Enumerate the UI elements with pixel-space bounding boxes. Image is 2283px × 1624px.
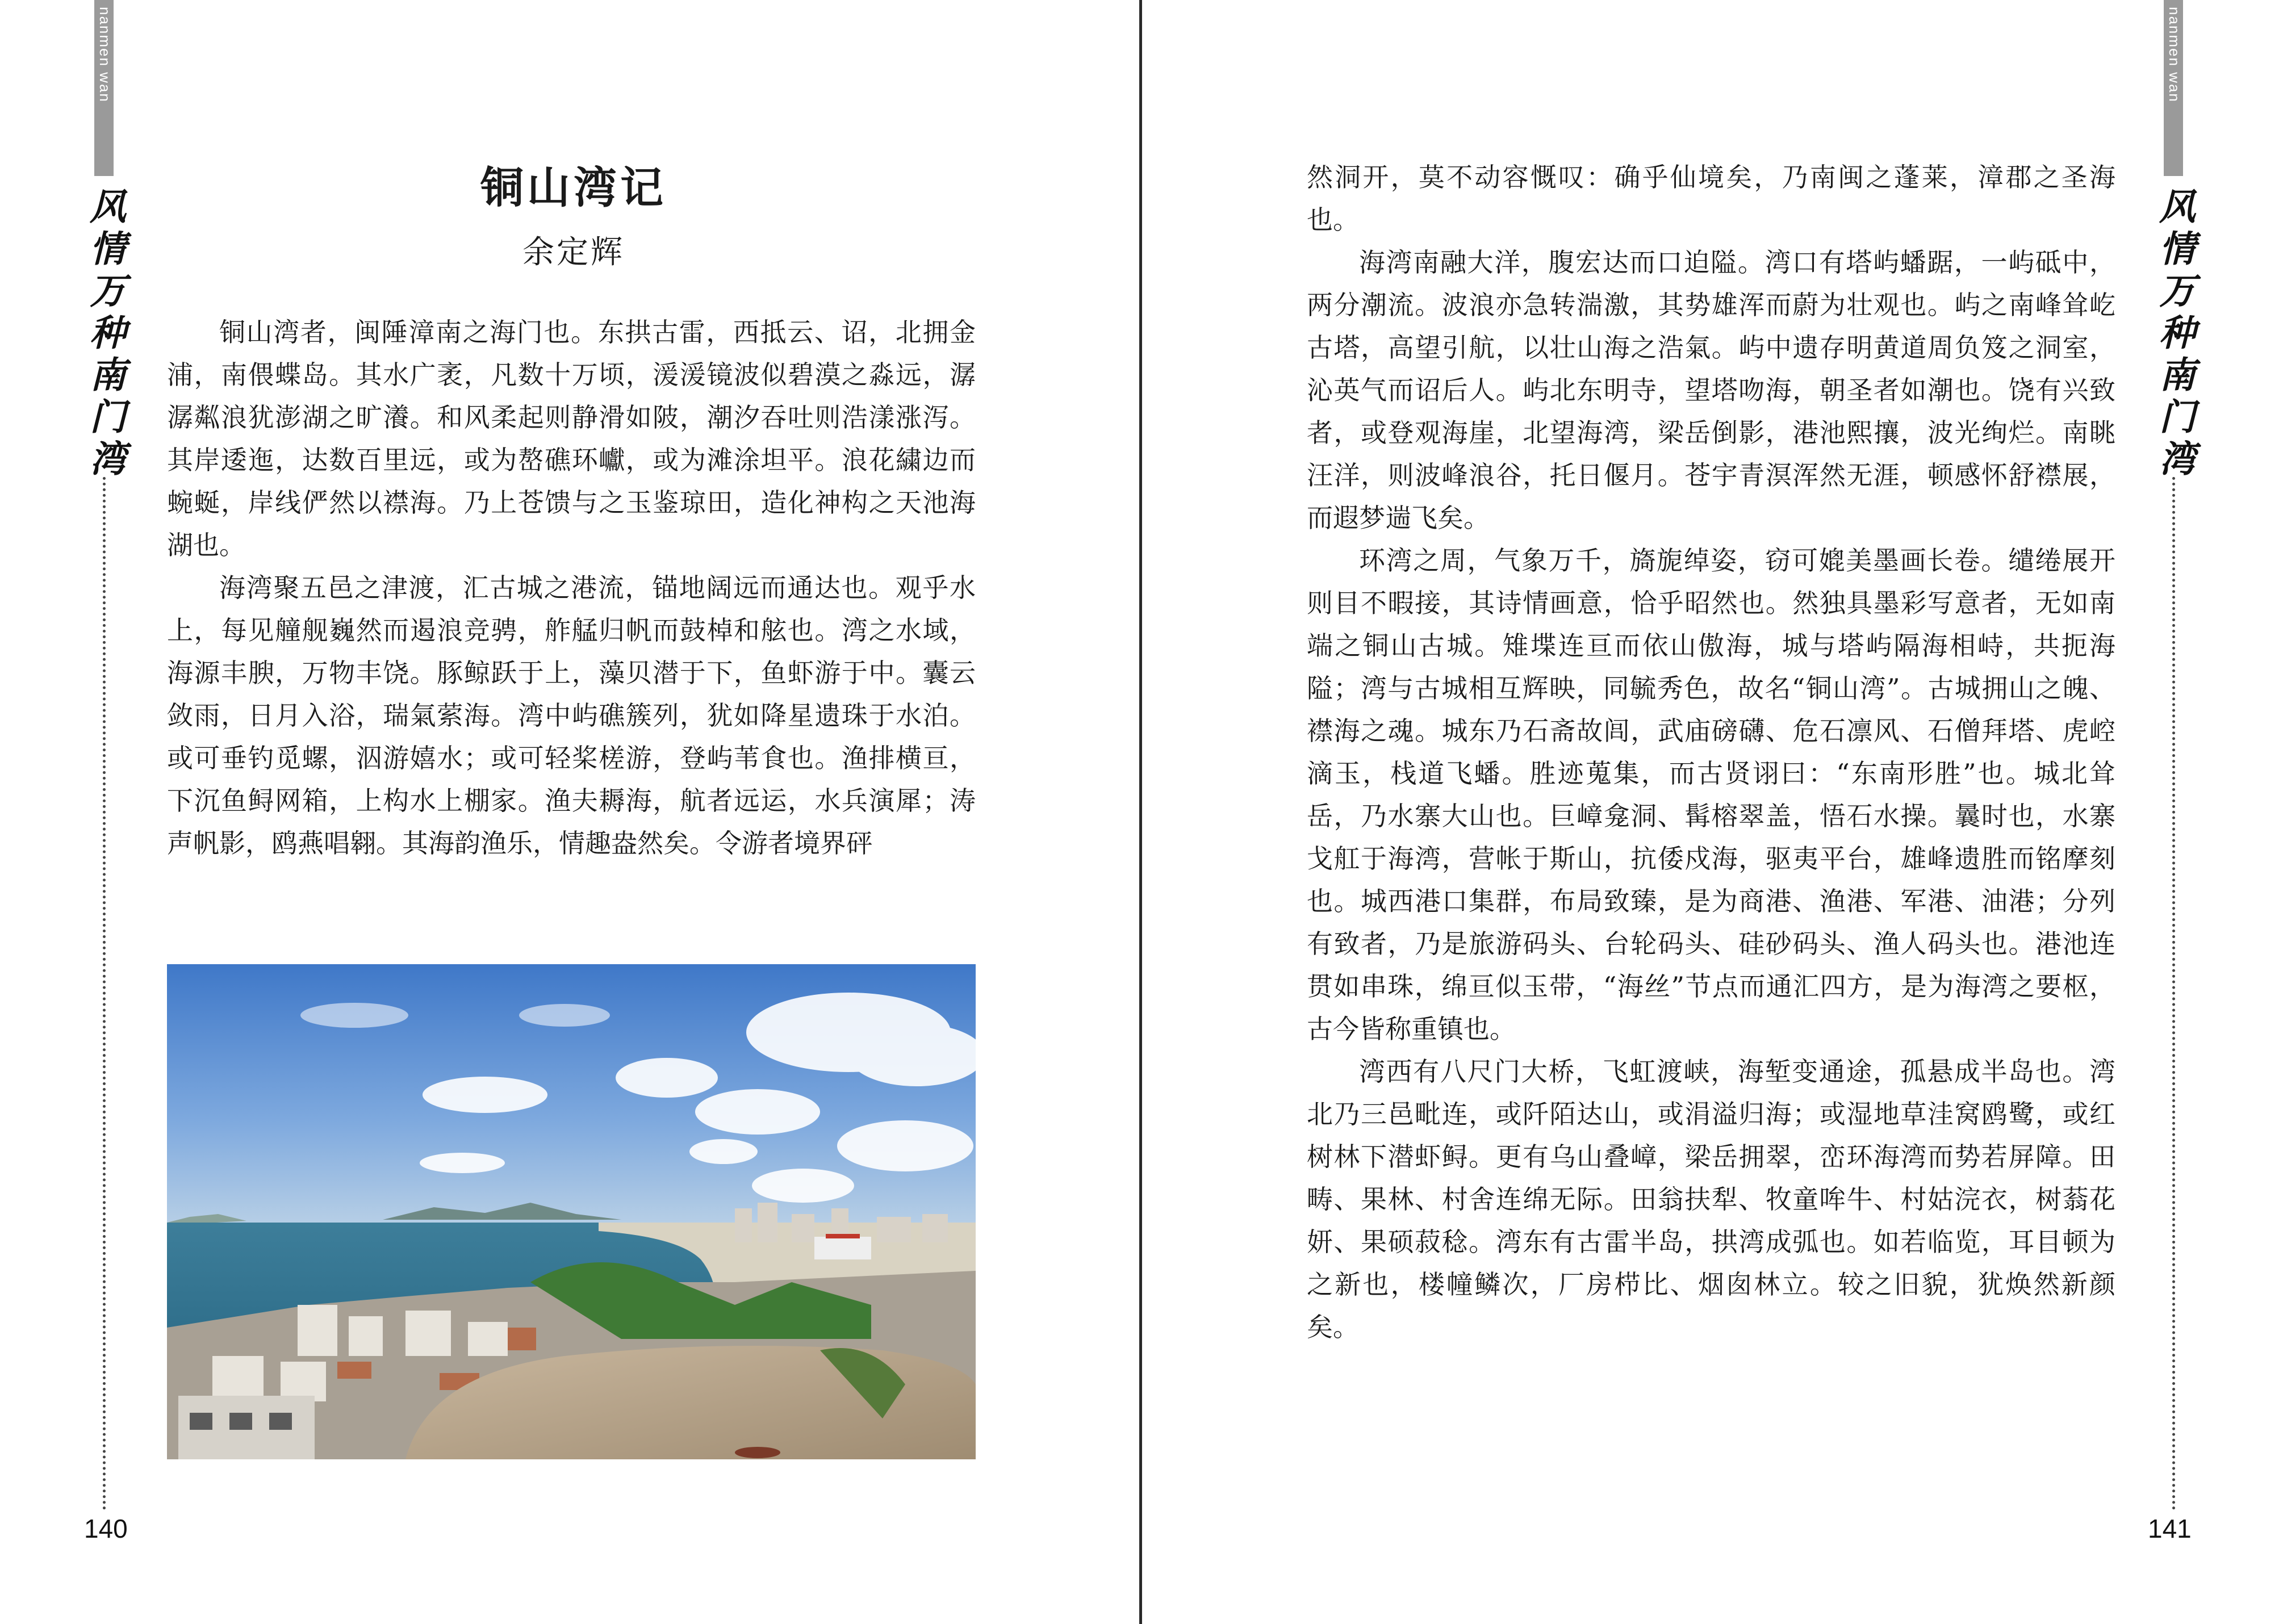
paragraph: 湾西有八尺门大桥，飞虹渡峡，海堑变通途，孤悬成半岛也。湾北乃三邑毗连，或阡陌达山，或涓溢归海；或湿地草洼窝鸥鹭，或红树林下潜虾鲟。更有乌山叠嶂，梁岳拥翠，峦环海湾而势若屏障。田畴、果林、村舍连绵无际。田翁扶犁、牧童哞牛、村姑浣衣，树蓊花妍、果硕菽稔。湾东有古雷半岛，拱湾成弧也。如若临览，耳目顿为之新也，楼幢鳞次，厂房栉比、烟囱林立。较之旧貌，犹焕然新颜矣。 (1307, 1056, 2115, 1342)
running-head-bar (94, 0, 114, 176)
paragraph: 海湾南融大洋，腹宏达而口迫隘。湾口有塔屿蟠踞，一屿砥中，两分潮流。波浪亦急转湍激，其势雄浑而蔚为壮观也。屿之南峰耸屹古塔，高望引航，以壮山海之浩氣。屿中遗存明黄道周负笈之洞室，沁英气而诏后人。屿北东明寺，望塔吻海，朝圣者如潮也。饶有兴致者，或登观海崖，北望海湾，梁岳倒影，港池熙攘，波光绚烂。南眺汪洋，则波峰浪谷，托日偃月。苍宇青溟浑然无涯，顿感怀舒襟展，而遐梦遄飞矣。 (1307, 247, 2115, 533)
running-head-bar (2164, 0, 2183, 176)
margin-dotted-line (103, 477, 106, 1510)
photo-illustration (167, 964, 976, 1459)
running-head-text: nanmen wan (97, 7, 114, 103)
book-title-vertical: 风情万种南门湾 (83, 187, 126, 482)
left-body-text (167, 311, 976, 865)
left-page (0, 0, 1139, 1624)
paragraph: 然洞开，莫不动容慨叹：确乎仙境矣，乃南闽之蓬莱，漳郡之圣海也。 (1307, 162, 2115, 235)
margin-dotted-line (2172, 477, 2175, 1510)
paragraph: 铜山湾者，闽陲漳南之海门也。东拱古雷，西抵云、诏，北拥金浦，南偎蝶岛。其水广袤，凡数十万顷，湲湲镜波似碧漠之淼远，潺潺粼浪犹澎湖之旷瀁。和风柔起则静滑如陂，潮汐吞吐则浩漾涨泻。其岸逶迤，达数百里远，或为嶅礁环巘，或为滩涂坦平。浪花繍边而蜿蜒，岸线俨然以襟海。乃上苍馈与之玉鉴琼田，造化神构之天池海湖也。 (167, 317, 976, 560)
coastal-town-photo (167, 964, 976, 1459)
paragraph: 海湾聚五邑之津渡，汇古城之港流，锚地阔远而通达也。观乎水上，每见艟舰巍然而遏浪竞骋，舴艋归帆而鼓棹和舷也。湾之水域，海源丰腴，万物丰饶。豚鲸跃于上，藻贝潜于下，鱼虾游于中。囊云敛雨，日月入浴，瑞氣萦海。湾中屿礁簇列，犹如降星遗珠于水泊。或可垂钓觅螺，泅游嬉水；或可轻桨槎游，登屿苇食也。渔排横亘，下沉鱼鲟网箱，上构水上棚家。渔夫耨海，航者远运，水兵演犀；涛声帆影，鸥燕唱翱。其海韵渔乐，情趣盎然矣。令游者境界砰 (167, 572, 976, 859)
article-author: 余定辉 (522, 234, 625, 271)
paragraph: 环湾之周，气象万千，旖旎绰姿，窃可媲美墨画长卷。缱绻展开则目不暇接，其诗情画意，恰乎昭然也。然独具墨彩写意者，无如南端之铜山古城。雉堞连亘而依山傲海，城与塔屿隔海相峙，共扼海隘；湾与古城相互辉映，同毓秀色，故名“铜山湾”。古城拥山之魄、襟海之魂。城东乃石斋故闾，武庙磅礴、危石凛风、石僧拜塔、虎崆滴玉，栈道飞蟠。胜迹蒐集，而古贤诩曰：“东南形胜”也。城北耸岳，乃水寨大山也。巨嶂龛洞、髯榕翠盖，悟石水操。曩时也，水寨戈舡于海湾，营帐于斯山，抗倭戍海，驱夷平台，雄峰遗胜而铭摩刻也。城西港口集群，布局致臻，是为商港、渔港、军港、油港；分列有致者，乃是旅游码头、台轮码头、硅砂码头、渔人码头也。港池连贯如串珠，绵亘似玉带，“海丝”节点而通汇四方，是为海湾之要枢，古今皆称重镇也。 (1307, 545, 2115, 1044)
right-body-text (1307, 156, 2115, 1349)
page-number-left: 140 (84, 1514, 128, 1543)
article-title: 铜山湾记 (480, 162, 667, 213)
running-head-text: nanmen wan (2166, 7, 2183, 103)
book-title-vertical: 风情万种南门湾 (2153, 187, 2196, 482)
page-number-right: 141 (2148, 1514, 2192, 1543)
right-page (1142, 0, 2283, 1624)
